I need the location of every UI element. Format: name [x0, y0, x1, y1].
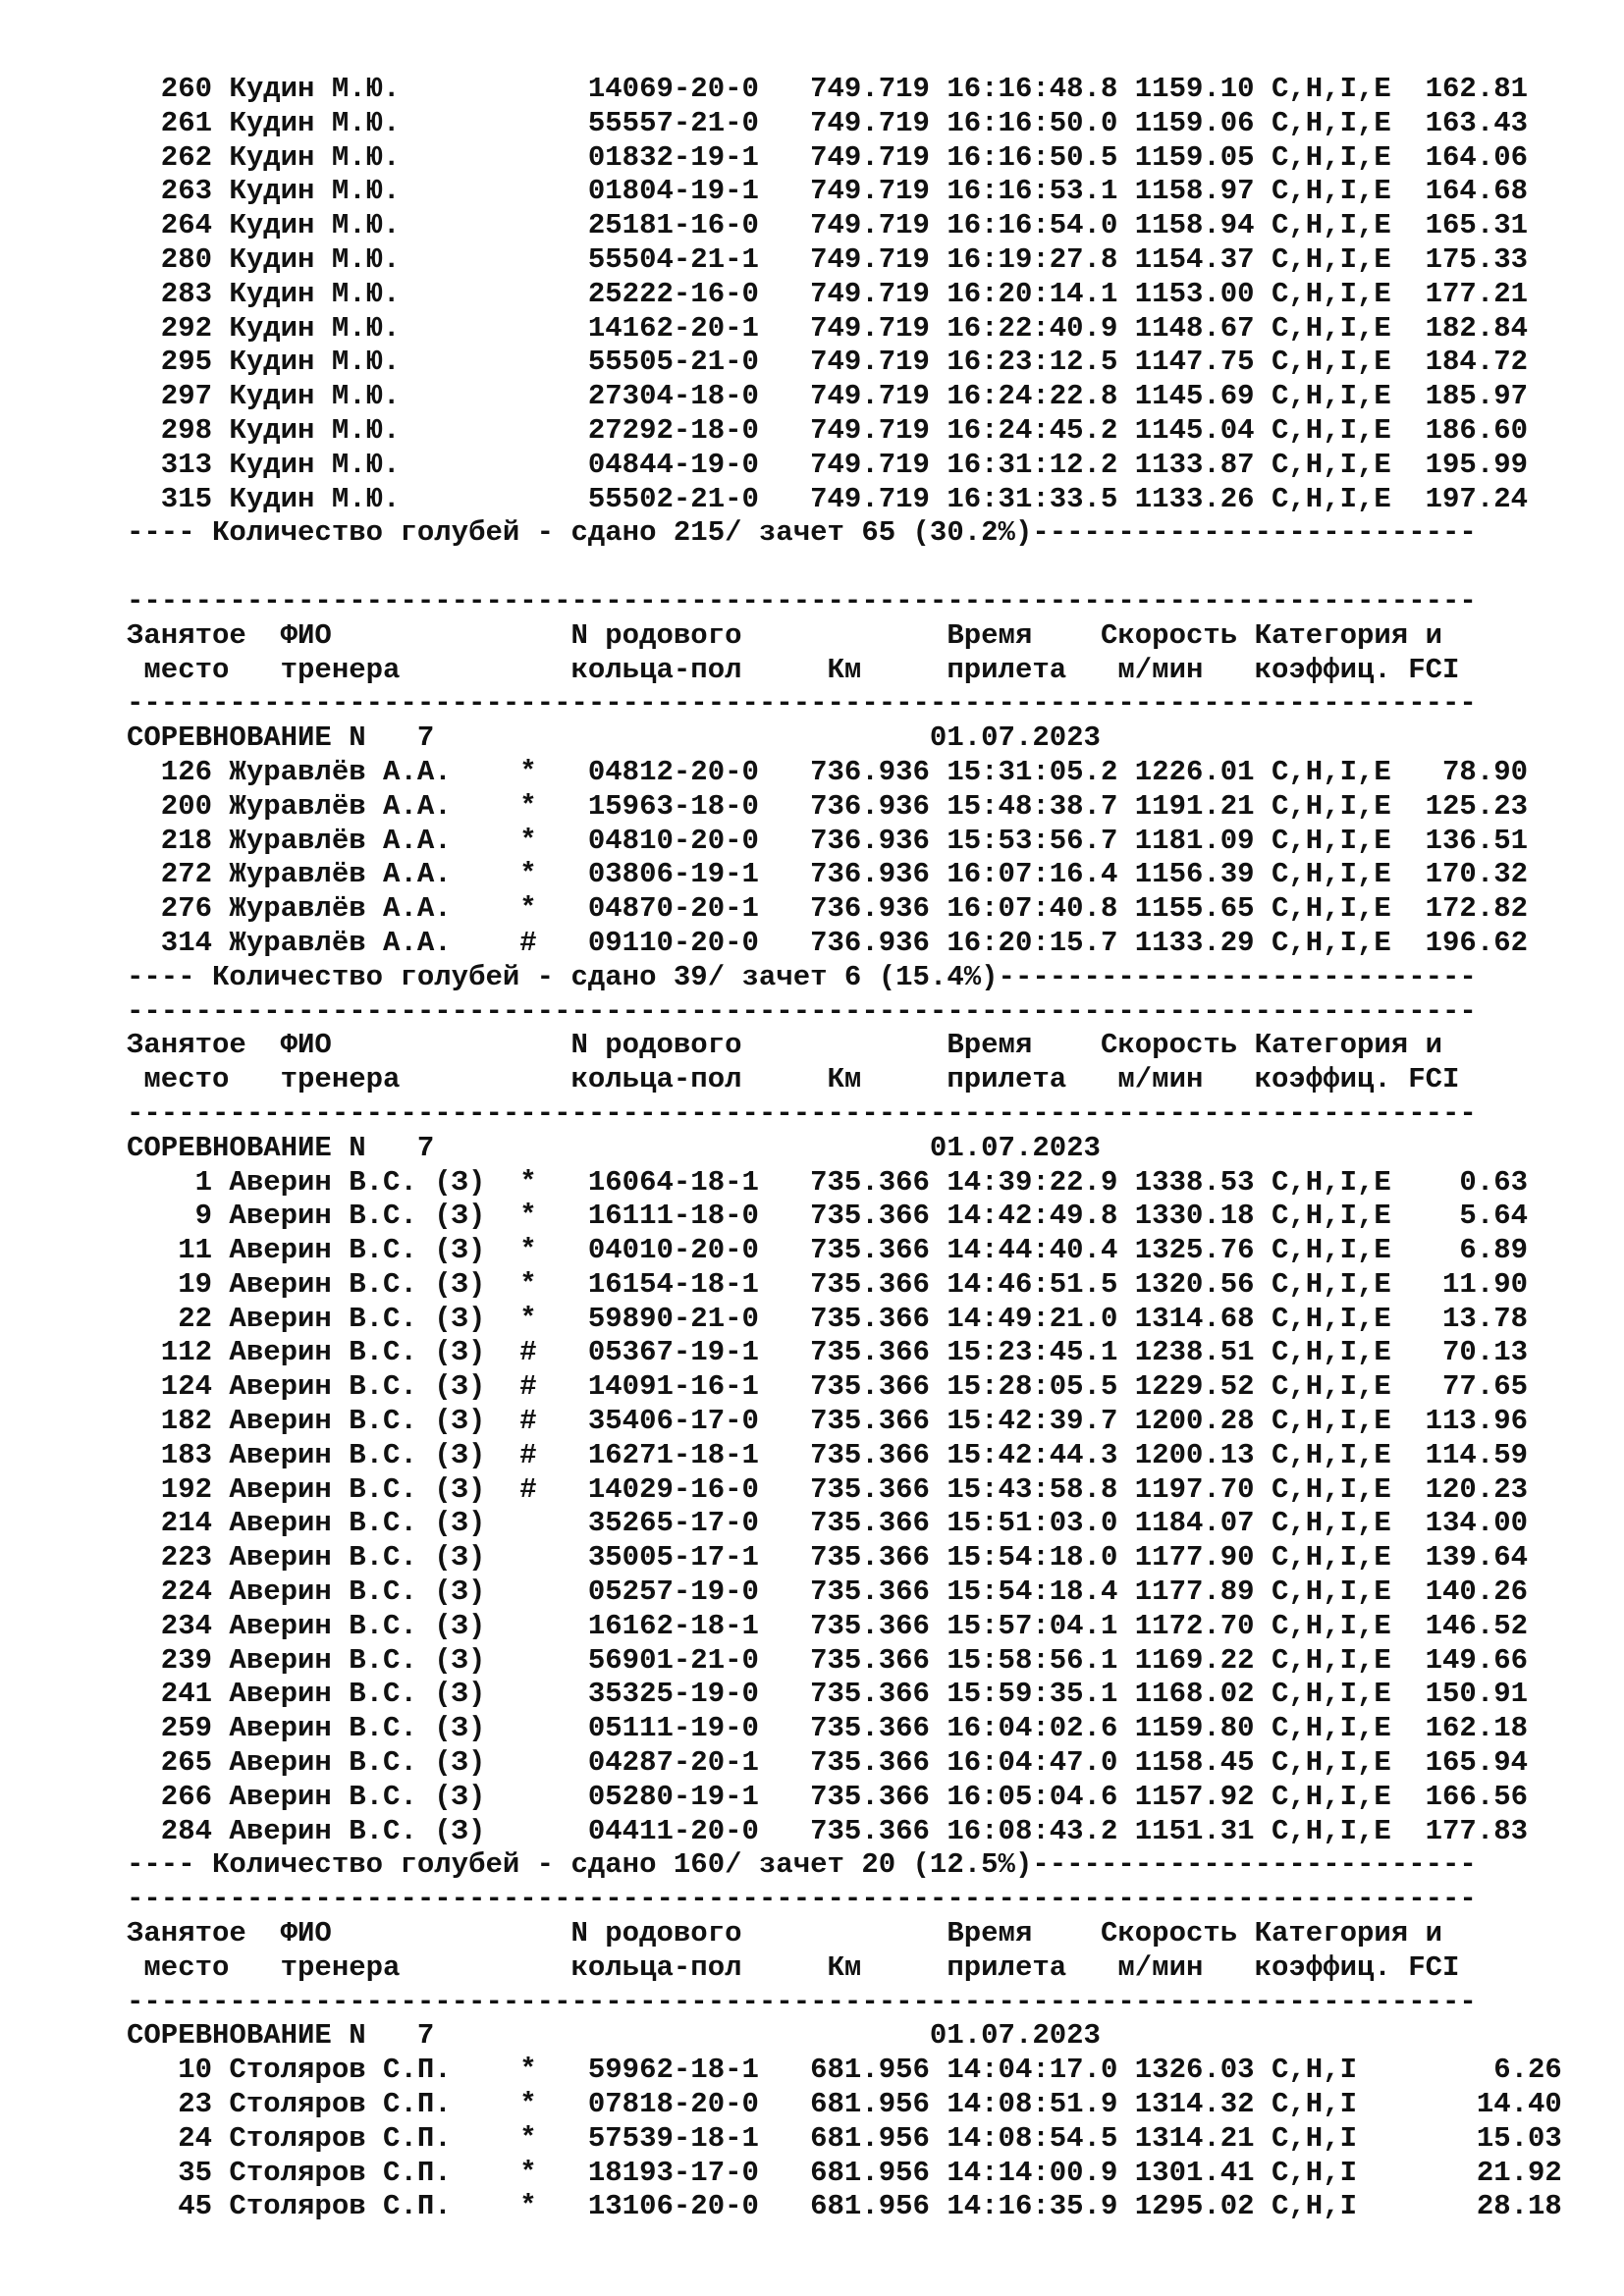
- document-line: 35 Столяров С.П. * 18193-17-0 681.956 14:14:00.9 1301.41 C,H,I 21.92: [127, 2156, 1562, 2189]
- document-line: 292 Кудин М.Ю. 14162-20-1 749.719 16:22:40.9 1148.67 C,H,I,E 182.84: [127, 311, 1529, 345]
- document-line: 19 Аверин В.С. (З) * 16154-18-1 735.366 14:46:51.5 1320.56 C,H,I,E 11.90: [127, 1267, 1529, 1301]
- document-line: 295 Кудин М.Ю. 55505-21-0 749.719 16:23:12.5 1147.75 C,H,I,E 184.72: [127, 346, 1529, 379]
- document-line: 183 Аверин В.С. (З) # 16271-18-1 735.366 15:42:44.3 1200.13 C,H,I,E 114.59: [127, 1438, 1529, 1471]
- document-line: ---- Количество голубей - сдано 160/ зачет 20 (12.5%)--------------------------: [127, 1848, 1477, 1882]
- document-line: -------------------------------------------------------------------------------: [127, 584, 1477, 617]
- document-line: 1 Аверин В.С. (З) * 16064-18-1 735.366 14:39:22.9 1338.53 C,H,I,E 0.63: [127, 1165, 1529, 1199]
- document-line: 11 Аверин В.С. (З) * 04010-20-0 735.366 14:44:40.4 1325.76 C,H,I,E 6.89: [127, 1234, 1529, 1267]
- document-line: 112 Аверин В.С. (З) # 05367-19-1 735.366 15:23:45.1 1238.51 C,H,I,E 70.13: [127, 1336, 1529, 1369]
- document-line: 313 Кудин М.Ю. 04844-19-0 749.719 16:31:12.2 1133.87 C,H,I,E 195.99: [127, 448, 1529, 481]
- document-line: 260 Кудин М.Ю. 14069-20-0 749.719 16:16:48.8 1159.10 C,H,I,E 162.81: [127, 73, 1529, 105]
- document-line: 264 Кудин М.Ю. 25181-16-0 749.719 16:16:54.0 1158.94 C,H,I,E 165.31: [127, 209, 1529, 242]
- results-document: [127, 73, 1562, 2224]
- document-line: 214 Аверин В.С. (З) 35265-17-0 735.366 15:51:03.0 1184.07 C,H,I,E 134.00: [127, 1507, 1529, 1540]
- document-line: 259 Аверин В.С. (З) 05111-19-0 735.366 16:04:02.6 1159.80 C,H,I,E 162.18: [127, 1712, 1529, 1745]
- document-line: ---- Количество голубей - сдано 39/ зачет 6 (15.4%)----------------------------: [127, 960, 1477, 993]
- document-line: 297 Кудин М.Ю. 27304-18-0 749.719 16:24:22.8 1145.69 C,H,I,E 185.97: [127, 380, 1529, 413]
- document-line: 192 Аверин В.С. (З) # 14029-16-0 735.366 15:43:58.8 1197.70 C,H,I,E 120.23: [127, 1472, 1529, 1506]
- document-line: Занятое ФИО N родового Время Скорость Категория и: [127, 1917, 1443, 1950]
- document-line: СОРЕВНОВАНИЕ N 7 01.07.2023: [127, 1131, 1101, 1164]
- document-line: 10 Столяров С.П. * 59962-18-1 681.956 14:04:17.0 1326.03 C,H,I 6.26: [127, 2054, 1562, 2087]
- document-line: 24 Столяров С.П. * 57539-18-1 681.956 14:08:54.5 1314.21 C,H,I 15.03: [127, 2121, 1562, 2155]
- document-line: -------------------------------------------------------------------------------: [127, 687, 1477, 721]
- document-line: 241 Аверин В.С. (З) 35325-19-0 735.366 15:59:35.1 1168.02 C,H,I,E 150.91: [127, 1678, 1529, 1711]
- document-line: 126 Журавлёв А.А. * 04812-20-0 736.936 15:31:05.2 1226.01 C,H,I,E 78.90: [127, 755, 1529, 788]
- document-line: 182 Аверин В.С. (З) # 35406-17-0 735.366 15:42:39.7 1200.28 C,H,I,E 113.96: [127, 1405, 1529, 1438]
- document-line: место тренера кольца-пол Км прилета м/мин коэффиц. FCI: [127, 1950, 1460, 1984]
- document-line: 283 Кудин М.Ю. 25222-16-0 749.719 16:20:14.1 1153.00 C,H,I,E 177.21: [127, 277, 1529, 310]
- document-line: 265 Аверин В.С. (З) 04287-20-1 735.366 16:04:47.0 1158.45 C,H,I,E 165.94: [127, 1746, 1529, 1780]
- document-line: -------------------------------------------------------------------------------: [127, 1883, 1477, 1916]
- document-line: 298 Кудин М.Ю. 27292-18-0 749.719 16:24:45.2 1145.04 C,H,I,E 186.60: [127, 413, 1529, 447]
- document-line: ---- Количество голубей - сдано 215/ зачет 65 (30.2%)--------------------------: [127, 516, 1477, 550]
- document-line: -------------------------------------------------------------------------------: [127, 1096, 1477, 1130]
- document-line: 262 Кудин М.Ю. 01832-19-1 749.719 16:16:50.5 1159.05 C,H,I,E 164.06: [127, 140, 1529, 174]
- document-line: -------------------------------------------------------------------------------: [127, 1985, 1477, 2018]
- document-line: 280 Кудин М.Ю. 55504-21-1 749.719 16:19:27.8 1154.37 C,H,I,E 175.33: [127, 242, 1529, 276]
- document-line: [127, 551, 1562, 585]
- document-line: 218 Журавлёв А.А. * 04810-20-0 736.936 15:53:56.7 1181.09 C,H,I,E 136.51: [127, 824, 1529, 857]
- document-line: 266 Аверин В.С. (З) 05280-19-1 735.366 16:05:04.6 1157.92 C,H,I,E 166.56: [127, 1780, 1529, 1813]
- document-line: 9 Аверин В.С. (З) * 16111-18-0 735.366 14:42:49.8 1330.18 C,H,I,E 5.64: [127, 1200, 1529, 1233]
- document-line: 200 Журавлёв А.А. * 15963-18-0 736.936 15:48:38.7 1191.21 C,H,I,E 125.23: [127, 789, 1529, 823]
- document-line: 315 Кудин М.Ю. 55502-21-0 749.719 16:31:33.5 1133.26 C,H,I,E 197.24: [127, 482, 1529, 515]
- document-line: 23 Столяров С.П. * 07818-20-0 681.956 14:08:51.9 1314.32 C,H,I 14.40: [127, 2088, 1562, 2121]
- document-line: 263 Кудин М.Ю. 01804-19-1 749.719 16:16:53.1 1158.97 C,H,I,E 164.68: [127, 175, 1529, 208]
- document-line: 234 Аверин В.С. (З) 16162-18-1 735.366 15:57:04.1 1172.70 C,H,I,E 146.52: [127, 1609, 1529, 1642]
- document-line: 314 Журавлёв А.А. # 09110-20-0 736.936 16:20:15.7 1133.29 C,H,I,E 196.62: [127, 926, 1529, 959]
- document-line: 223 Аверин В.С. (З) 35005-17-1 735.366 15:54:18.0 1177.90 C,H,I,E 139.64: [127, 1541, 1529, 1575]
- document-line: 22 Аверин В.С. (З) * 59890-21-0 735.366 14:49:21.0 1314.68 C,H,I,E 13.78: [127, 1302, 1529, 1335]
- document-line: 239 Аверин В.С. (З) 56901-21-0 735.366 15:58:56.1 1169.22 C,H,I,E 149.66: [127, 1643, 1529, 1677]
- document-line: -------------------------------------------------------------------------------: [127, 994, 1477, 1028]
- document-line: 124 Аверин В.С. (З) # 14091-16-1 735.366 15:28:05.5 1229.52 C,H,I,E 77.65: [127, 1370, 1529, 1404]
- document-line: 276 Журавлёв А.А. * 04870-20-1 736.936 16:07:40.8 1155.65 C,H,I,E 172.82: [127, 892, 1529, 926]
- document-line: СОРЕВНОВАНИЕ N 7 01.07.2023: [127, 721, 1101, 755]
- document-line: 45 Столяров С.П. * 13106-20-0 681.956 14:16:35.9 1295.02 C,H,I 28.18: [127, 2190, 1562, 2223]
- document-line: 261 Кудин М.Ю. 55557-21-0 749.719 16:16:50.0 1159.06 C,H,I,E 163.43: [127, 106, 1529, 139]
- document-line: место тренера кольца-пол Км прилета м/мин коэффиц. FCI: [127, 653, 1460, 686]
- document-line: 272 Журавлёв А.А. * 03806-19-1 736.936 16:07:16.4 1156.39 C,H,I,E 170.32: [127, 858, 1529, 891]
- document-line: 224 Аверин В.С. (З) 05257-19-0 735.366 15:54:18.4 1177.89 C,H,I,E 140.26: [127, 1575, 1529, 1609]
- document-line: СОРЕВНОВАНИЕ N 7 01.07.2023: [127, 2019, 1101, 2053]
- document-line: Занятое ФИО N родового Время Скорость Категория и: [127, 1029, 1443, 1062]
- document-line: место тренера кольца-пол Км прилета м/мин коэффиц. FCI: [127, 1063, 1460, 1096]
- document-line: 284 Аверин В.С. (З) 04411-20-0 735.366 16:08:43.2 1151.31 C,H,I,E 177.83: [127, 1814, 1529, 1847]
- document-line: Занятое ФИО N родового Время Скорость Категория и: [127, 618, 1443, 652]
